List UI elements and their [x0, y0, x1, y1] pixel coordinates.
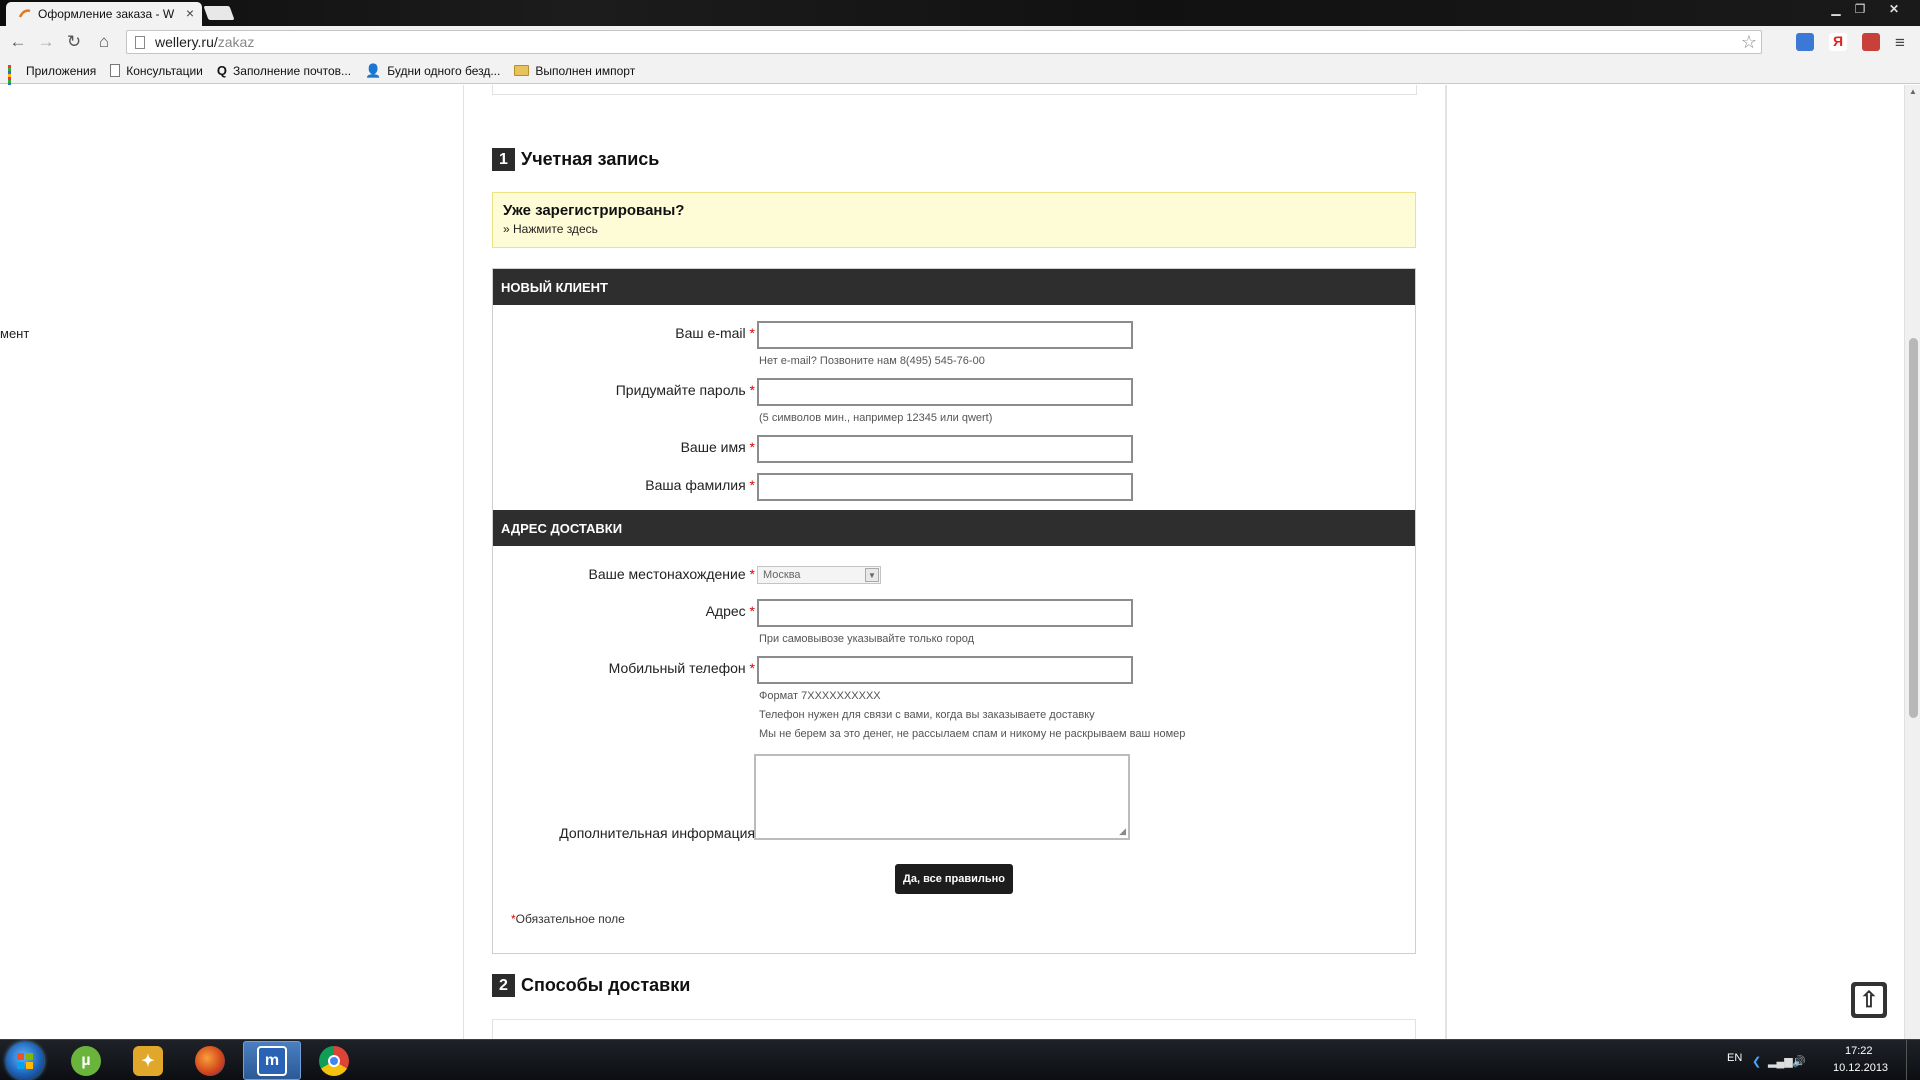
apps-grid-icon — [8, 65, 20, 77]
step-number: 2 — [492, 974, 515, 997]
utorrent-icon: µ — [71, 1046, 101, 1076]
menu-icon[interactable]: ≡ — [1895, 33, 1905, 52]
bookmark-apps[interactable] — [8, 64, 96, 78]
required-marker: * — [749, 382, 755, 398]
volume-icon[interactable]: 🔊 — [1792, 1056, 1806, 1068]
phone-purpose-hint: Телефон нужен для связи с вами, когда вы заказываете доставку — [759, 709, 1095, 721]
address-hint: При самовывозе указывайте только город — [759, 633, 974, 645]
label-text: Ваша фамилия — [645, 477, 746, 493]
tab-title: Оформление заказа - W — [38, 7, 175, 21]
bookmarks-bar — [0, 58, 1920, 84]
label-text: Ваше местонахождение — [588, 566, 746, 582]
resize-grip-icon[interactable]: ◢ — [1119, 826, 1126, 836]
bookmark-consultations[interactable] — [110, 64, 203, 78]
restore-icon[interactable]: ❐ — [1854, 2, 1866, 16]
maxthon-icon: m — [257, 1046, 287, 1076]
vertical-scrollbar[interactable] — [1904, 85, 1920, 1039]
chevron-down-icon: ▼ — [865, 568, 879, 582]
notice-title: Уже зарегистрированы? — [503, 202, 685, 219]
required-marker: * — [749, 439, 755, 455]
first-name-field[interactable] — [757, 435, 1133, 463]
close-tab-icon[interactable]: × — [185, 5, 194, 21]
page-icon — [135, 36, 145, 49]
bookmark-label: Консультации — [126, 63, 203, 78]
step-1-heading — [492, 148, 659, 171]
browser-toolbar — [0, 26, 1920, 58]
site-favicon-icon — [18, 7, 32, 21]
step-2-heading — [492, 974, 690, 997]
home-icon[interactable]: ⌂ — [98, 32, 110, 51]
mail-extension-icon[interactable] — [1796, 33, 1814, 51]
start-button[interactable] — [6, 1042, 44, 1080]
user-icon: 👤 — [365, 62, 382, 78]
label-text: Мобильный телефон — [608, 660, 746, 676]
required-marker: * — [511, 912, 516, 926]
previous-section-box — [492, 85, 1417, 95]
tab-active[interactable] — [6, 2, 202, 26]
email-hint: Нет e-mail? Позвоните нам 8(495) 545-76-00 — [759, 355, 985, 367]
back-icon[interactable]: ← — [9, 32, 27, 51]
address-bar[interactable] — [126, 30, 1762, 54]
content-border-left — [463, 85, 464, 1039]
minimize-icon[interactable]: ▁ — [1831, 2, 1841, 16]
reload-icon[interactable]: ↻ — [66, 32, 82, 51]
delivery-address-header: АДРЕС ДОСТАВКИ — [493, 510, 1415, 546]
bookmark-imported[interactable] — [514, 64, 635, 78]
window-titlebar — [0, 0, 1920, 26]
clock-date[interactable]: 10.12.2013 — [1833, 1062, 1889, 1074]
bookmark-label: Приложения — [26, 63, 97, 78]
required-field-note — [511, 912, 625, 926]
last-name-label — [645, 477, 755, 493]
page-viewport — [0, 85, 1904, 1039]
label-text: Придумайте пароль — [615, 382, 746, 398]
close-window-icon[interactable]: ✕ — [1888, 2, 1900, 16]
password-hint: (5 символов мин., например 12345 или qwert) — [759, 412, 993, 424]
network-icon[interactable]: ▂▄▆ — [1768, 1056, 1793, 1068]
required-marker: * — [749, 660, 755, 676]
already-registered-notice — [492, 192, 1416, 248]
q-icon: Q — [216, 63, 228, 78]
additional-info-textarea[interactable] — [754, 754, 1130, 840]
taskbar-maxthon[interactable] — [243, 1041, 301, 1080]
show-desktop-button[interactable] — [1906, 1040, 1920, 1080]
new-client-header: НОВЫЙ КЛИЕНТ — [493, 269, 1415, 305]
email-field[interactable] — [757, 321, 1133, 349]
calendar-extension-icon[interactable] — [1862, 33, 1880, 51]
last-name-field[interactable] — [757, 473, 1133, 501]
additional-info-label: Дополнительная информация — [559, 825, 755, 841]
required-note-text: Обязательное поле — [515, 912, 625, 926]
bookmark-star-icon[interactable]: ☆ — [1740, 32, 1757, 52]
first-name-label — [681, 439, 755, 455]
scroll-up-icon[interactable]: ▲ — [1909, 87, 1917, 96]
bookmark-filling[interactable] — [217, 63, 351, 78]
login-link[interactable]: » Нажмите здесь — [503, 222, 598, 236]
url-host: wellery.ru/ — [155, 34, 218, 50]
windows-logo-icon — [17, 1053, 33, 1069]
chrome-icon — [319, 1046, 349, 1076]
step-title: Способы доставки — [521, 975, 691, 995]
address-field[interactable] — [757, 599, 1133, 627]
gamepad-icon: ✦ — [133, 1046, 163, 1076]
scroll-to-top-button[interactable] — [1851, 982, 1887, 1018]
forward-icon[interactable]: → — [37, 32, 55, 51]
location-value: Москва — [763, 569, 801, 581]
phone-format-hint: Формат 7XXXXXXXXXX — [759, 690, 881, 702]
location-label — [589, 566, 755, 582]
password-field[interactable] — [757, 378, 1133, 406]
step-title: Учетная запись — [521, 149, 660, 169]
taskbar-gamepad[interactable] — [119, 1041, 177, 1080]
required-marker: * — [749, 477, 755, 493]
arrow-up-icon: ⇧ — [1855, 986, 1883, 1014]
email-label — [675, 325, 755, 341]
step-number: 1 — [492, 148, 515, 171]
new-tab-button[interactable] — [203, 6, 234, 20]
taskbar-firefox[interactable] — [181, 1041, 239, 1080]
confirm-button[interactable]: Да, все правильно — [895, 864, 1013, 894]
phone-field[interactable] — [757, 656, 1133, 684]
taskbar-utorrent[interactable] — [57, 1041, 115, 1080]
taskbar-chrome[interactable] — [305, 1041, 363, 1080]
folder-icon — [514, 65, 529, 76]
firefox-icon — [195, 1046, 225, 1076]
scrollbar-thumb[interactable] — [1909, 338, 1918, 718]
content-border-right — [1445, 85, 1447, 1039]
sidebar-text-fragment[interactable]: мент — [0, 326, 30, 341]
required-marker: * — [749, 566, 755, 582]
bookmark-label: Выполнен импорт — [535, 63, 636, 78]
label-text: Адрес — [705, 603, 746, 619]
location-select[interactable] — [757, 566, 881, 584]
required-marker: * — [749, 325, 755, 341]
label-text: Ваш e-mail — [675, 325, 746, 341]
phone-label — [609, 660, 755, 676]
page-icon — [110, 64, 120, 77]
yandex-extension-icon[interactable]: Я — [1829, 33, 1847, 51]
label-text: Ваше имя — [680, 439, 746, 455]
phone-privacy-hint: Мы не берем за это денег, не рассылаем спам и никому не раскрываем ваш номер — [759, 728, 1186, 740]
bookmark-label: Заполнение почтов... — [233, 63, 352, 78]
required-marker: * — [749, 603, 755, 619]
url-path: zakaz — [217, 34, 255, 50]
language-indicator[interactable]: EN — [1727, 1052, 1743, 1064]
order-form — [492, 268, 1416, 954]
clock-time[interactable]: 17:22 — [1845, 1045, 1873, 1057]
address-label — [706, 603, 755, 619]
windows-taskbar — [0, 1039, 1920, 1080]
delivery-methods-box — [492, 1019, 1416, 1039]
tray-arrow-icon[interactable]: ❮ — [1752, 1056, 1762, 1068]
password-label — [616, 382, 755, 398]
bookmark-label: Будни одного безд... — [387, 63, 501, 78]
bookmark-weekdays[interactable] — [365, 63, 500, 79]
